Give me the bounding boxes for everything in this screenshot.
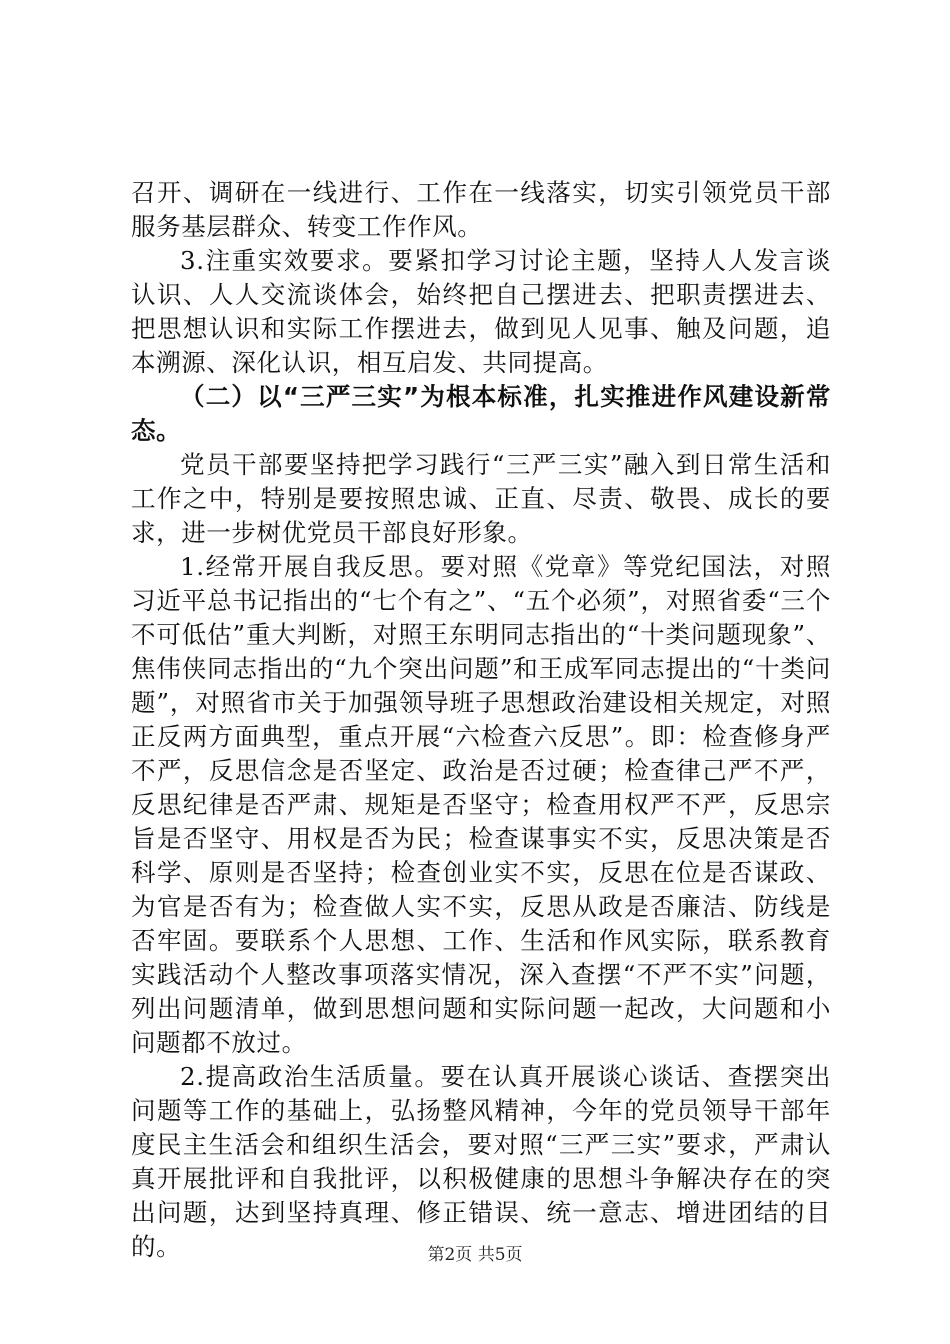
page-number-footer: 第2页 共5页 — [427, 1245, 523, 1265]
paragraph-item-1: 1.经常开展自我反思。要对照《党章》等党纪国法，对照习近平总书记指出的“七个有之”、“五个必须”，对照省委“三个不可低估”重大判断，对照王东明同志指出的“十类问题现象”、焦伟侠同志指出的“九个突出问题”和王成军同志提出的“十类问题”，对照省市关于加强领导班子思想政治建设相关规定，对照正反两方面典型，重点开展“六检查六反思”。即：检查修身严不严，反思信念是否坚定、政治是否过硬；检查律己严不严，反思纪律是否严肃、规矩是否坚守；检查用权严不严，反思宗旨是否坚守、用权是否为民；检查谋事实不实，反思决策是否科学、原则是否坚持；检查创业实不实，反思在位是否谋政、为官是否有为；检查做人实不实，反思从政是否廉洁、防线是否牢固。要联系个人思想、工作、生活和作风实际，联系教育实践活动个人整改事项落实情况，深入查摆“不严不实”问题，列出问题清单，做到思想问题和实际问题一起改，大问题和小问题都不放过。 — [131, 552, 831, 1057]
paragraph-section-intro: 党员干部要坚持把学习践行“三严三实”融入到日常生活和工作之中，特别是要按照忠诚、正直、尽责、敬畏、成长的要求，进一步树优党员干部良好形象。 — [131, 450, 831, 547]
paragraph-item-3: 3.注重实效要求。要紧扣学习讨论主题，坚持人人发言谈认识、人人交流谈体会，始终把自己摆进去、把职责摆进去、把思想认识和实际工作摆进去，做到见人见事、触及问题，追本溯源、深化认识，相互启发、共同提高。 — [131, 246, 831, 377]
document-body — [131, 176, 831, 1264]
paragraph-item-2: 2.提高政治生活质量。要在认真开展谈心谈话、查摆突出问题等工作的基础上，弘扬整风精神，今年的党员领导干部年度民主生活会和组织生活会，要对照“三严三实”要求，严肃认真开展批评和自我批评，以积极健康的思想斗争解决存在的突出问题，达到坚持真理、修正错误、统一意志、增进团结的目的。 — [131, 1062, 831, 1261]
section-heading-2: （二）以“三严三实”为根本标准，扎实推进作风建设新常态。 — [131, 382, 831, 445]
paragraph-continuation: 召开、调研在一线进行、工作在一线落实，切实引领党员干部服务基层群众、转变工作作风。 — [131, 178, 831, 241]
